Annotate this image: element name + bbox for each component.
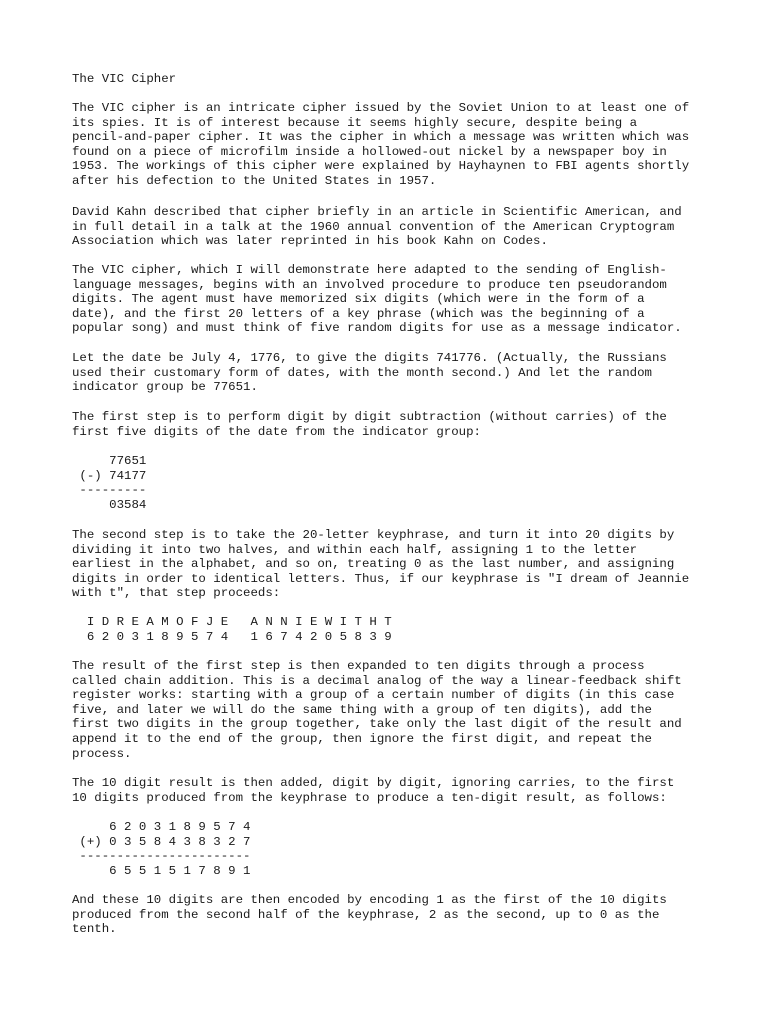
document-title: The VIC Cipher (72, 72, 177, 86)
paragraph-first-step: The first step is to perform digit by digit subtraction (without carries) of the first five digits of the date from the indicator group: (72, 410, 667, 439)
addition-example: 6 2 0 3 1 8 9 5 7 4 (+) 0 3 5 8 4 3 8 3 2 7 ----------------------- 6 5 5 1 5 1 7 8 9 1 (79, 820, 251, 878)
paragraph-chain-addition: The result of the first step is then expanded to ten digits through a process called chain addition. This is a decimal analog of the way a linear-feedback shift register works: starting with a group of a certain number of digits (in this case five, and later we will do the same thing with a group of ten digits), add the first two digits in the group together, take only the last digit of the result and append it to the end of the group, then ignore the first digit, and repeat the process. (72, 659, 682, 761)
paragraph-procedure: The VIC cipher, which I will demonstrate here adapted to the sending of English- language messages, begins with an involved procedure to produce ten pseudorandom digits. The agent must have memorized six digits (which were in the form of a date), and the first 20 letters of a key phrase (which was the beginning of a popular song) and must think of five random digits for use as a message indicator. (72, 263, 682, 336)
paragraph-date: Let the date be July 4, 1776, to give the digits 741776. (Actually, the Russians used their customary form of dates, with the month second.) And let the random indicator group be 77651. (72, 351, 667, 395)
keyphrase-digits-table: I D R E A M O F J E A N N I E W I T H T 6 2 0 3 1 8 9 5 7 4 1 6 7 4 2 0 5 8 3 9 (86, 615, 392, 644)
paragraph-addition: The 10 digit result is then added, digit by digit, ignoring carries, to the first 10 digits produced from the keyphrase to produce a ten-digit result, as follows: (72, 776, 675, 805)
paragraph-intro: The VIC cipher is an intricate cipher issued by the Soviet Union to at least one of its spies. It is of interest because it seems highly secure, despite being a pencil-and-paper cipher. It was the cipher in which a message was written which was found on a piece of microfilm inside a hollowed-out nickel by a newspaper boy in 1953. The workings of this cipher were explained by Hayhaynen to FBI agents shortly after his defection to the United States in 1957. (72, 101, 690, 188)
subtraction-example: 77651 (-) 74177 --------- 03584 (79, 454, 147, 512)
paragraph-encoding: And these 10 digits are then encoded by encoding 1 as the first of the 10 digits produced from the second half of the keyphrase, 2 as the second, up to 0 as the tenth. (72, 893, 667, 937)
paragraph-second-step: The second step is to take the 20-letter keyphrase, and turn it into 20 digits by dividing it into two halves, and within each half, assigning 1 to the letter earliest in the alphabet, and so on, treating 0 as the last number, and assigning digits in order to identical letters. Thus, if our keyphrase is "I dream of Jeannie with t", that step proceeds: (72, 528, 690, 601)
paragraph-kahn: David Kahn described that cipher briefly in an article in Scientific American, and in full detail in a talk at the 1960 annual convention of the American Cryptogram Association which was later reprinted in his book Kahn on Codes. (72, 205, 682, 249)
